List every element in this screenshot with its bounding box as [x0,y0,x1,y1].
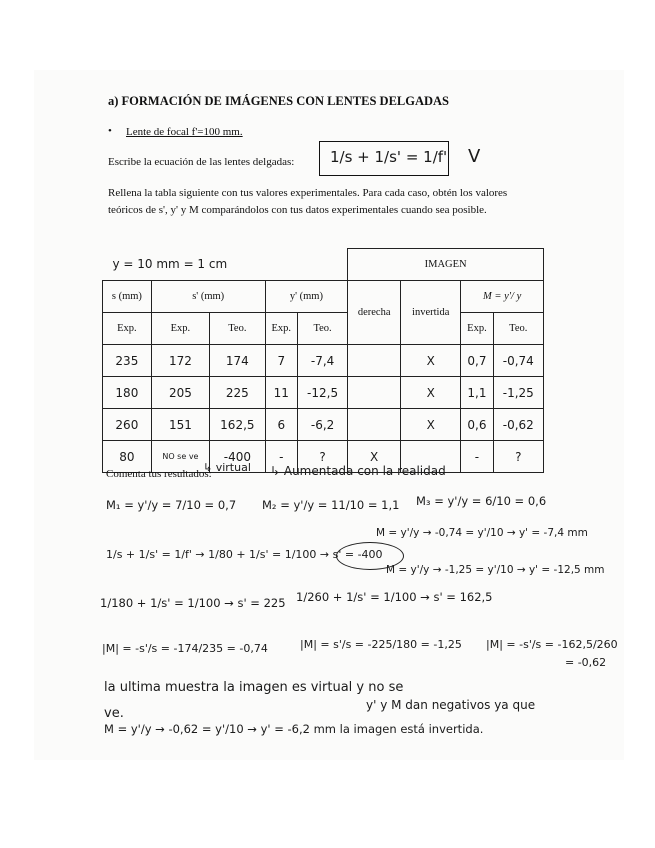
cell: 80 [103,441,152,473]
header-derecha: derecha [348,281,401,345]
table-row [103,345,544,377]
cell: 172 [151,345,209,377]
header-sp: s' (mm) [151,281,265,313]
cell: ? [297,441,347,473]
cell: -0,62 [493,409,543,441]
cell: 260 [103,409,152,441]
table-row [103,377,544,409]
cell: X [401,345,461,377]
results-table [102,248,544,473]
cell: -0,74 [493,345,543,377]
calc-line: M = y'/y → -0,74 = y'/10 → y' = -7,4 mm [376,527,588,539]
equation-prompt: Escribe la ecuación de las lentes delgadas: [108,156,295,168]
calc-line: |M| = -s'/s = -174/235 = -0,74 [102,642,268,655]
aumentada-note: ↳ Aumentada con la realidad [270,464,446,478]
cell: NO se ve [151,441,209,473]
cell: 180 [103,377,152,409]
instructions: Rellena la tabla siguiente con tus valores experimentales. Para cada caso, obtén los valores teóricos de s', y' y M comparándolos con tus datos experimentales cuando sea posible. [108,187,508,216]
cell: 7 [265,345,297,377]
sub-teo: Teo. [210,313,266,345]
bullet: • [108,125,112,137]
virtual-note: ↳ virtual [203,461,251,474]
conclusion-line: la ultima muestra la imagen es virtual y no se [104,680,404,695]
cell [348,377,401,409]
cell: 225 [210,377,266,409]
calc-line: |M| = s'/s = -225/180 = -1,25 [300,638,462,651]
calc-line: 1/180 + 1/s' = 1/100 → s' = 225 [100,596,286,610]
conclusion-line: ve. [104,706,124,721]
sub-exp: Exp. [151,313,209,345]
calc-line: M₃ = y'/y = 6/10 = 0,6 [416,494,547,508]
cell: -6,2 [297,409,347,441]
cell: - [461,441,493,473]
sub-teo: Teo. [297,313,347,345]
conclusion-line: M = y'/y → -0,62 = y'/10 → y' = -6,2 mm la imagen está invertida. [104,722,484,736]
cell: ? [493,441,543,473]
calc-line: = -0,62 [565,656,607,669]
section-title: a) FORMACIÓN DE IMÁGENES CON LENTES DELGADAS [108,94,450,108]
cell: 235 [103,345,152,377]
sub-exp: Exp. [461,313,493,345]
cell: -400 [210,441,266,473]
conclusion-line: y' y M dan negativos ya que [366,698,536,712]
sub-exp: Exp. [265,313,297,345]
cell: 11 [265,377,297,409]
cell: X [348,441,401,473]
sub-exp: Exp. [103,313,152,345]
equation-answer: 1/s + 1/s' = 1/f' [330,148,448,166]
calc-line: M₂ = y'/y = 11/10 = 1,1 [262,498,400,512]
calc-line: |M| = -s'/s = -162,5/260 [486,638,618,651]
calc-line: M₁ = y'/y = 7/10 = 0,7 [106,498,237,512]
check-mark: V [468,146,481,167]
cell: 0,6 [461,409,493,441]
calc-line: 1/s + 1/s' = 1/f' → 1/80 + 1/s' = 1/100 → s' = -400 [106,548,383,561]
header-invertida: invertida [401,281,461,345]
header-s: s (mm) [103,281,152,313]
cell: 174 [210,345,266,377]
header-yp: y' (mm) [265,281,348,313]
cell: 151 [151,409,209,441]
equation-box [319,141,449,176]
cell: 0,7 [461,345,493,377]
cell: -7,4 [297,345,347,377]
cell: 162,5 [210,409,266,441]
object-size-note: y = 10 mm = 1 cm [103,249,348,281]
lens-label: Lente de focal f'=100 mm. [126,126,243,138]
cell: X [401,377,461,409]
cell: - [265,441,297,473]
imagen-header: IMAGEN [348,249,544,281]
header-m: M = y'/ y [461,281,544,313]
cell: 1,1 [461,377,493,409]
cell: -1,25 [493,377,543,409]
cell [348,409,401,441]
cell [348,345,401,377]
calc-line: 1/260 + 1/s' = 1/100 → s' = 162,5 [296,590,493,604]
comment-label: Comenta tus resultados: [106,468,212,480]
cell: -12,5 [297,377,347,409]
cell: 205 [151,377,209,409]
sub-teo: Teo. [493,313,543,345]
calc-line: M = y'/y → -1,25 = y'/10 → y' = -12,5 mm [386,564,605,576]
table-row [103,409,544,441]
cell: 6 [265,409,297,441]
cell: X [401,409,461,441]
